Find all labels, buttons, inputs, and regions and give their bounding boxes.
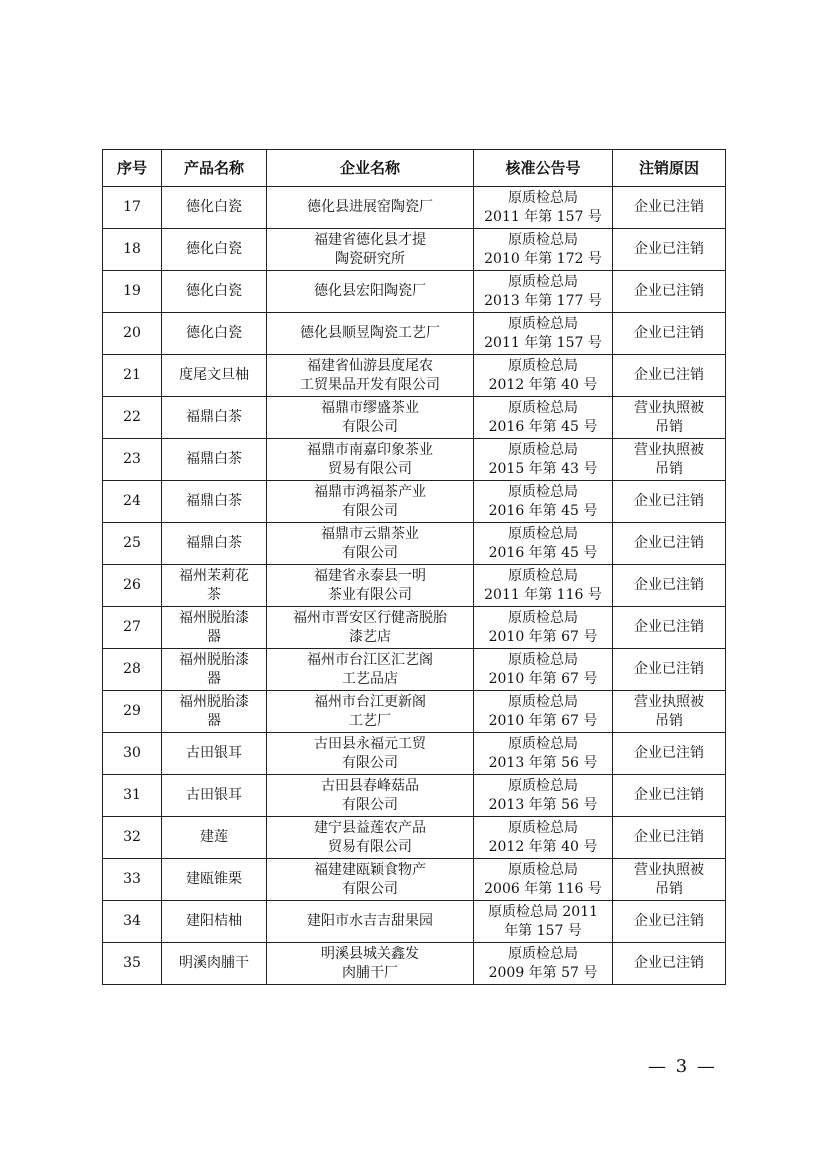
table-row: [103, 187, 726, 229]
table-row: [103, 691, 726, 733]
cell-serial-no: 26: [103, 565, 162, 607]
cell-text-line: 企业已注销: [634, 283, 704, 299]
cell-cancel-reason: [613, 481, 726, 523]
cell-company-name: [267, 523, 474, 565]
cell-product-name: [162, 901, 267, 943]
cell-text-line: 贸易有限公司: [328, 838, 412, 855]
cell-company-name: [267, 649, 474, 691]
cell-text-line: 原质检总局: [508, 651, 578, 668]
cell-product-name: [162, 607, 267, 649]
cell-cancel-reason: [613, 859, 726, 901]
cell-serial-no: 21: [103, 355, 162, 397]
cell-notice-number: [474, 607, 613, 649]
cell-text-line: 吊销: [655, 460, 683, 477]
cancellation-table: [102, 149, 726, 985]
cell-text-line: 原质检总局: [508, 273, 578, 290]
cell-text-line: 福鼎白茶: [186, 493, 242, 509]
cell-text-line: 2013 年第 177 号: [484, 292, 602, 309]
cell-text-line: 原质检总局: [508, 777, 578, 794]
table-row: [103, 313, 726, 355]
cell-cancel-reason: [613, 313, 726, 355]
cell-text-line: 建莲: [200, 829, 228, 845]
cell-text-line: 原质检总局: [508, 819, 578, 836]
cell-text-line: 建阳市水吉吉甜果园: [307, 913, 433, 929]
table-row: [103, 439, 726, 481]
cell-company-name: [267, 733, 474, 775]
table-row: [103, 775, 726, 817]
cell-notice-number: [474, 187, 613, 229]
cell-text-line: 漆艺店: [349, 628, 391, 645]
cell-company-name: [267, 271, 474, 313]
cell-text-line: 2013 年第 56 号: [488, 796, 598, 813]
cell-company-name: [267, 691, 474, 733]
cell-serial-no: 23: [103, 439, 162, 481]
cell-cancel-reason: [613, 229, 726, 271]
cell-product-name: [162, 187, 267, 229]
cell-serial-no: 33: [103, 859, 162, 901]
cell-text-line: 福建建瓯颖食物产: [314, 861, 426, 878]
cell-company-name: [267, 187, 474, 229]
cell-text-line: 原质检总局: [508, 861, 578, 878]
cell-product-name: [162, 691, 267, 733]
cell-text-line: 原质检总局 2011: [487, 903, 599, 920]
table-row: [103, 649, 726, 691]
cell-text-line: 工艺厂: [349, 712, 391, 729]
cell-notice-number: [474, 817, 613, 859]
cell-cancel-reason: [613, 439, 726, 481]
cell-text-line: 企业已注销: [634, 661, 704, 677]
cell-cancel-reason: [613, 733, 726, 775]
cell-text-line: 原质检总局: [508, 315, 578, 332]
cell-notice-number: [474, 229, 613, 271]
cell-product-name: [162, 775, 267, 817]
cell-text-line: 明溪肉脯干: [179, 955, 249, 971]
cell-text-line: 福州市台江更新阁: [314, 693, 426, 710]
cell-serial-no: 19: [103, 271, 162, 313]
cell-text-line: 古田县春峰菇品: [321, 777, 419, 794]
cell-text-line: 建瓯锥栗: [186, 871, 242, 887]
cell-serial-no: 32: [103, 817, 162, 859]
cell-text-line: 原质检总局: [508, 483, 578, 500]
cell-product-name: [162, 439, 267, 481]
cell-company-name: [267, 229, 474, 271]
cell-serial-no: 18: [103, 229, 162, 271]
cell-product-name: [162, 313, 267, 355]
cell-text-line: 福州茉莉花: [179, 567, 249, 584]
cell-text-line: 营业执照被: [634, 861, 704, 878]
cell-text-line: 2011 年第 116 号: [484, 586, 602, 603]
cell-product-name: [162, 397, 267, 439]
cell-text-line: 2013 年第 56 号: [488, 754, 598, 771]
cell-text-line: 茶业有限公司: [328, 586, 412, 603]
cell-product-name: [162, 355, 267, 397]
cell-product-name: [162, 649, 267, 691]
cell-text-line: 德化县宏阳陶瓷厂: [314, 283, 426, 299]
cell-text-line: 古田银耳: [186, 745, 242, 761]
cell-text-line: 原质检总局: [508, 525, 578, 542]
cell-serial-no: 28: [103, 649, 162, 691]
cell-notice-number: [474, 397, 613, 439]
cell-product-name: [162, 229, 267, 271]
table-row: [103, 817, 726, 859]
cell-product-name: [162, 859, 267, 901]
cell-text-line: 明溪县城关鑫发: [321, 945, 419, 962]
cell-cancel-reason: [613, 397, 726, 439]
cell-text-line: 2011 年第 157 号: [484, 334, 602, 351]
cell-text-line: 原质检总局: [508, 231, 578, 248]
cell-notice-number: [474, 733, 613, 775]
cell-text-line: 原质检总局: [508, 693, 578, 710]
cell-text-line: 德化白瓷: [186, 283, 242, 299]
cell-text-line: 企业已注销: [634, 367, 704, 383]
cell-text-line: 原质检总局: [508, 399, 578, 416]
header-product-name: 产品名称: [162, 150, 267, 187]
cell-text-line: 2009 年第 57 号: [488, 964, 598, 981]
cell-cancel-reason: [613, 187, 726, 229]
cell-cancel-reason: [613, 817, 726, 859]
cell-text-line: 企业已注销: [634, 955, 704, 971]
cell-product-name: [162, 817, 267, 859]
cell-notice-number: [474, 691, 613, 733]
cell-text-line: 有限公司: [342, 418, 398, 435]
table-row: [103, 943, 726, 985]
cell-text-line: 吊销: [655, 712, 683, 729]
cell-text-line: 2011 年第 157 号: [484, 208, 602, 225]
cell-text-line: 年第 157 号: [504, 922, 582, 939]
table-row: [103, 229, 726, 271]
cell-text-line: 企业已注销: [634, 577, 704, 593]
cell-cancel-reason: [613, 271, 726, 313]
header-cancel-reason: 注销原因: [613, 150, 726, 187]
cell-text-line: 原质检总局: [508, 189, 578, 206]
cell-text-line: 德化县顺昱陶瓷工艺厂: [300, 325, 440, 341]
cell-serial-no: 25: [103, 523, 162, 565]
table-row: [103, 733, 726, 775]
cell-company-name: [267, 901, 474, 943]
cell-notice-number: [474, 649, 613, 691]
cell-text-line: 福鼎市鸿福茶产业: [314, 483, 426, 500]
cell-company-name: [267, 859, 474, 901]
cell-text-line: 福鼎白茶: [186, 451, 242, 467]
cell-text-line: 有限公司: [342, 796, 398, 813]
cell-text-line: 工贸果品开发有限公司: [300, 376, 440, 393]
cell-text-line: 原质检总局: [508, 441, 578, 458]
cell-text-line: 福鼎市南嘉印象茶业: [307, 441, 433, 458]
cell-text-line: 有限公司: [342, 880, 398, 897]
cell-serial-no: 20: [103, 313, 162, 355]
cell-company-name: [267, 817, 474, 859]
cell-text-line: 原质检总局: [508, 357, 578, 374]
cell-text-line: 企业已注销: [634, 787, 704, 803]
cell-product-name: [162, 271, 267, 313]
cell-text-line: 福鼎市云鼎茶业: [321, 525, 419, 542]
table-body: [103, 187, 726, 985]
cell-text-line: 福建省仙游县度尾农: [307, 357, 433, 374]
cell-text-line: 福州市晋安区行健斋脱胎: [293, 609, 447, 626]
cell-text-line: 2010 年第 67 号: [488, 670, 598, 687]
header-serial-no: 序号: [103, 150, 162, 187]
cell-text-line: 有限公司: [342, 502, 398, 519]
cell-text-line: 2010 年第 172 号: [484, 250, 602, 267]
cell-product-name: [162, 943, 267, 985]
cell-text-line: 肉脯干厂: [342, 964, 398, 981]
cell-serial-no: 30: [103, 733, 162, 775]
cell-text-line: 企业已注销: [634, 913, 704, 929]
cell-cancel-reason: [613, 775, 726, 817]
cell-serial-no: 27: [103, 607, 162, 649]
cell-company-name: [267, 565, 474, 607]
cell-notice-number: [474, 943, 613, 985]
cell-text-line: 原质检总局: [508, 567, 578, 584]
cell-notice-number: [474, 775, 613, 817]
cell-text-line: 器: [207, 712, 221, 729]
cell-notice-number: [474, 313, 613, 355]
cell-text-line: 2010 年第 67 号: [488, 628, 598, 645]
cell-notice-number: [474, 481, 613, 523]
cell-product-name: [162, 733, 267, 775]
cell-text-line: 2016 年第 45 号: [488, 544, 598, 561]
cell-notice-number: [474, 523, 613, 565]
cell-serial-no: 24: [103, 481, 162, 523]
cell-text-line: 营业执照被: [634, 441, 704, 458]
table-row: [103, 397, 726, 439]
cell-text-line: 原质检总局: [508, 609, 578, 626]
cell-company-name: [267, 355, 474, 397]
cell-text-line: 德化白瓷: [186, 199, 242, 215]
cell-cancel-reason: [613, 691, 726, 733]
cell-text-line: 2012 年第 40 号: [488, 376, 598, 393]
cell-company-name: [267, 439, 474, 481]
cell-text-line: 企业已注销: [634, 745, 704, 761]
cell-text-line: 企业已注销: [634, 199, 704, 215]
cell-company-name: [267, 775, 474, 817]
cell-text-line: 福建省永泰县一明: [314, 567, 426, 584]
table-row: [103, 859, 726, 901]
cell-text-line: 福州脱胎漆: [179, 693, 249, 710]
cell-serial-no: 34: [103, 901, 162, 943]
cell-text-line: 德化白瓷: [186, 241, 242, 257]
cell-cancel-reason: [613, 649, 726, 691]
cell-text-line: 营业执照被: [634, 693, 704, 710]
cell-text-line: 企业已注销: [634, 619, 704, 635]
cell-notice-number: [474, 271, 613, 313]
cell-text-line: 德化白瓷: [186, 325, 242, 341]
cell-text-line: 古田银耳: [186, 787, 242, 803]
cell-text-line: 建宁县益莲农产品: [314, 819, 426, 836]
cell-serial-no: 17: [103, 187, 162, 229]
cell-text-line: 建阳桔柚: [186, 913, 242, 929]
table-row: [103, 355, 726, 397]
table-row: [103, 901, 726, 943]
cell-cancel-reason: [613, 523, 726, 565]
header-company-name: 企业名称: [267, 150, 474, 187]
cell-text-line: 福建省德化县才提: [314, 231, 426, 248]
cell-notice-number: [474, 355, 613, 397]
cell-text-line: 企业已注销: [634, 829, 704, 845]
cell-text-line: 企业已注销: [634, 325, 704, 341]
cell-company-name: [267, 481, 474, 523]
cell-text-line: 器: [207, 670, 221, 687]
cell-notice-number: [474, 439, 613, 481]
cell-cancel-reason: [613, 901, 726, 943]
cell-notice-number: [474, 901, 613, 943]
cell-text-line: 吊销: [655, 418, 683, 435]
cell-text-line: 有限公司: [342, 754, 398, 771]
cell-text-line: 贸易有限公司: [328, 460, 412, 477]
cell-text-line: 福鼎市缪盛茶业: [321, 399, 419, 416]
cell-notice-number: [474, 859, 613, 901]
table-row: [103, 271, 726, 313]
cell-text-line: 2015 年第 43 号: [488, 460, 598, 477]
cell-product-name: [162, 523, 267, 565]
cell-text-line: 古田县永福元工贸: [314, 735, 426, 752]
cell-text-line: 陶瓷研究所: [335, 250, 405, 267]
table-row: [103, 565, 726, 607]
cell-cancel-reason: [613, 565, 726, 607]
cell-company-name: [267, 943, 474, 985]
cell-notice-number: [474, 565, 613, 607]
cell-text-line: 福州脱胎漆: [179, 651, 249, 668]
cell-cancel-reason: [613, 355, 726, 397]
cell-text-line: 福州市台江区汇艺阁: [307, 651, 433, 668]
cell-text-line: 度尾文旦柚: [179, 367, 249, 383]
cell-serial-no: 29: [103, 691, 162, 733]
cell-text-line: 福鼎白茶: [186, 535, 242, 551]
cell-serial-no: 31: [103, 775, 162, 817]
cell-company-name: [267, 607, 474, 649]
table-header-row: [103, 150, 726, 187]
cell-text-line: 2006 年第 116 号: [484, 880, 602, 897]
page-number: — 3 —: [648, 1056, 717, 1077]
cell-text-line: 德化县进展窑陶瓷厂: [307, 199, 433, 215]
cell-text-line: 原质检总局: [508, 945, 578, 962]
table-row: [103, 607, 726, 649]
cell-text-line: 吊销: [655, 880, 683, 897]
table-row: [103, 481, 726, 523]
cell-serial-no: 35: [103, 943, 162, 985]
cell-company-name: [267, 397, 474, 439]
cell-product-name: [162, 565, 267, 607]
cell-text-line: 2012 年第 40 号: [488, 838, 598, 855]
cell-text-line: 企业已注销: [634, 241, 704, 257]
cell-company-name: [267, 313, 474, 355]
cell-text-line: 工艺品店: [342, 670, 398, 687]
cell-serial-no: 22: [103, 397, 162, 439]
cell-text-line: 福州脱胎漆: [179, 609, 249, 626]
cell-text-line: 企业已注销: [634, 535, 704, 551]
cell-text-line: 2016 年第 45 号: [488, 502, 598, 519]
cell-text-line: 2010 年第 67 号: [488, 712, 598, 729]
header-notice-number: 核准公告号: [474, 150, 613, 187]
cell-text-line: 福鼎白茶: [186, 409, 242, 425]
cell-text-line: 2016 年第 45 号: [488, 418, 598, 435]
cell-text-line: 企业已注销: [634, 493, 704, 509]
table-row: [103, 523, 726, 565]
cell-product-name: [162, 481, 267, 523]
cell-cancel-reason: [613, 607, 726, 649]
cell-text-line: 原质检总局: [508, 735, 578, 752]
cell-text-line: 器: [207, 628, 221, 645]
cell-text-line: 有限公司: [342, 544, 398, 561]
cell-text-line: 茶: [207, 586, 221, 603]
cell-cancel-reason: [613, 943, 726, 985]
cell-text-line: 营业执照被: [634, 399, 704, 416]
